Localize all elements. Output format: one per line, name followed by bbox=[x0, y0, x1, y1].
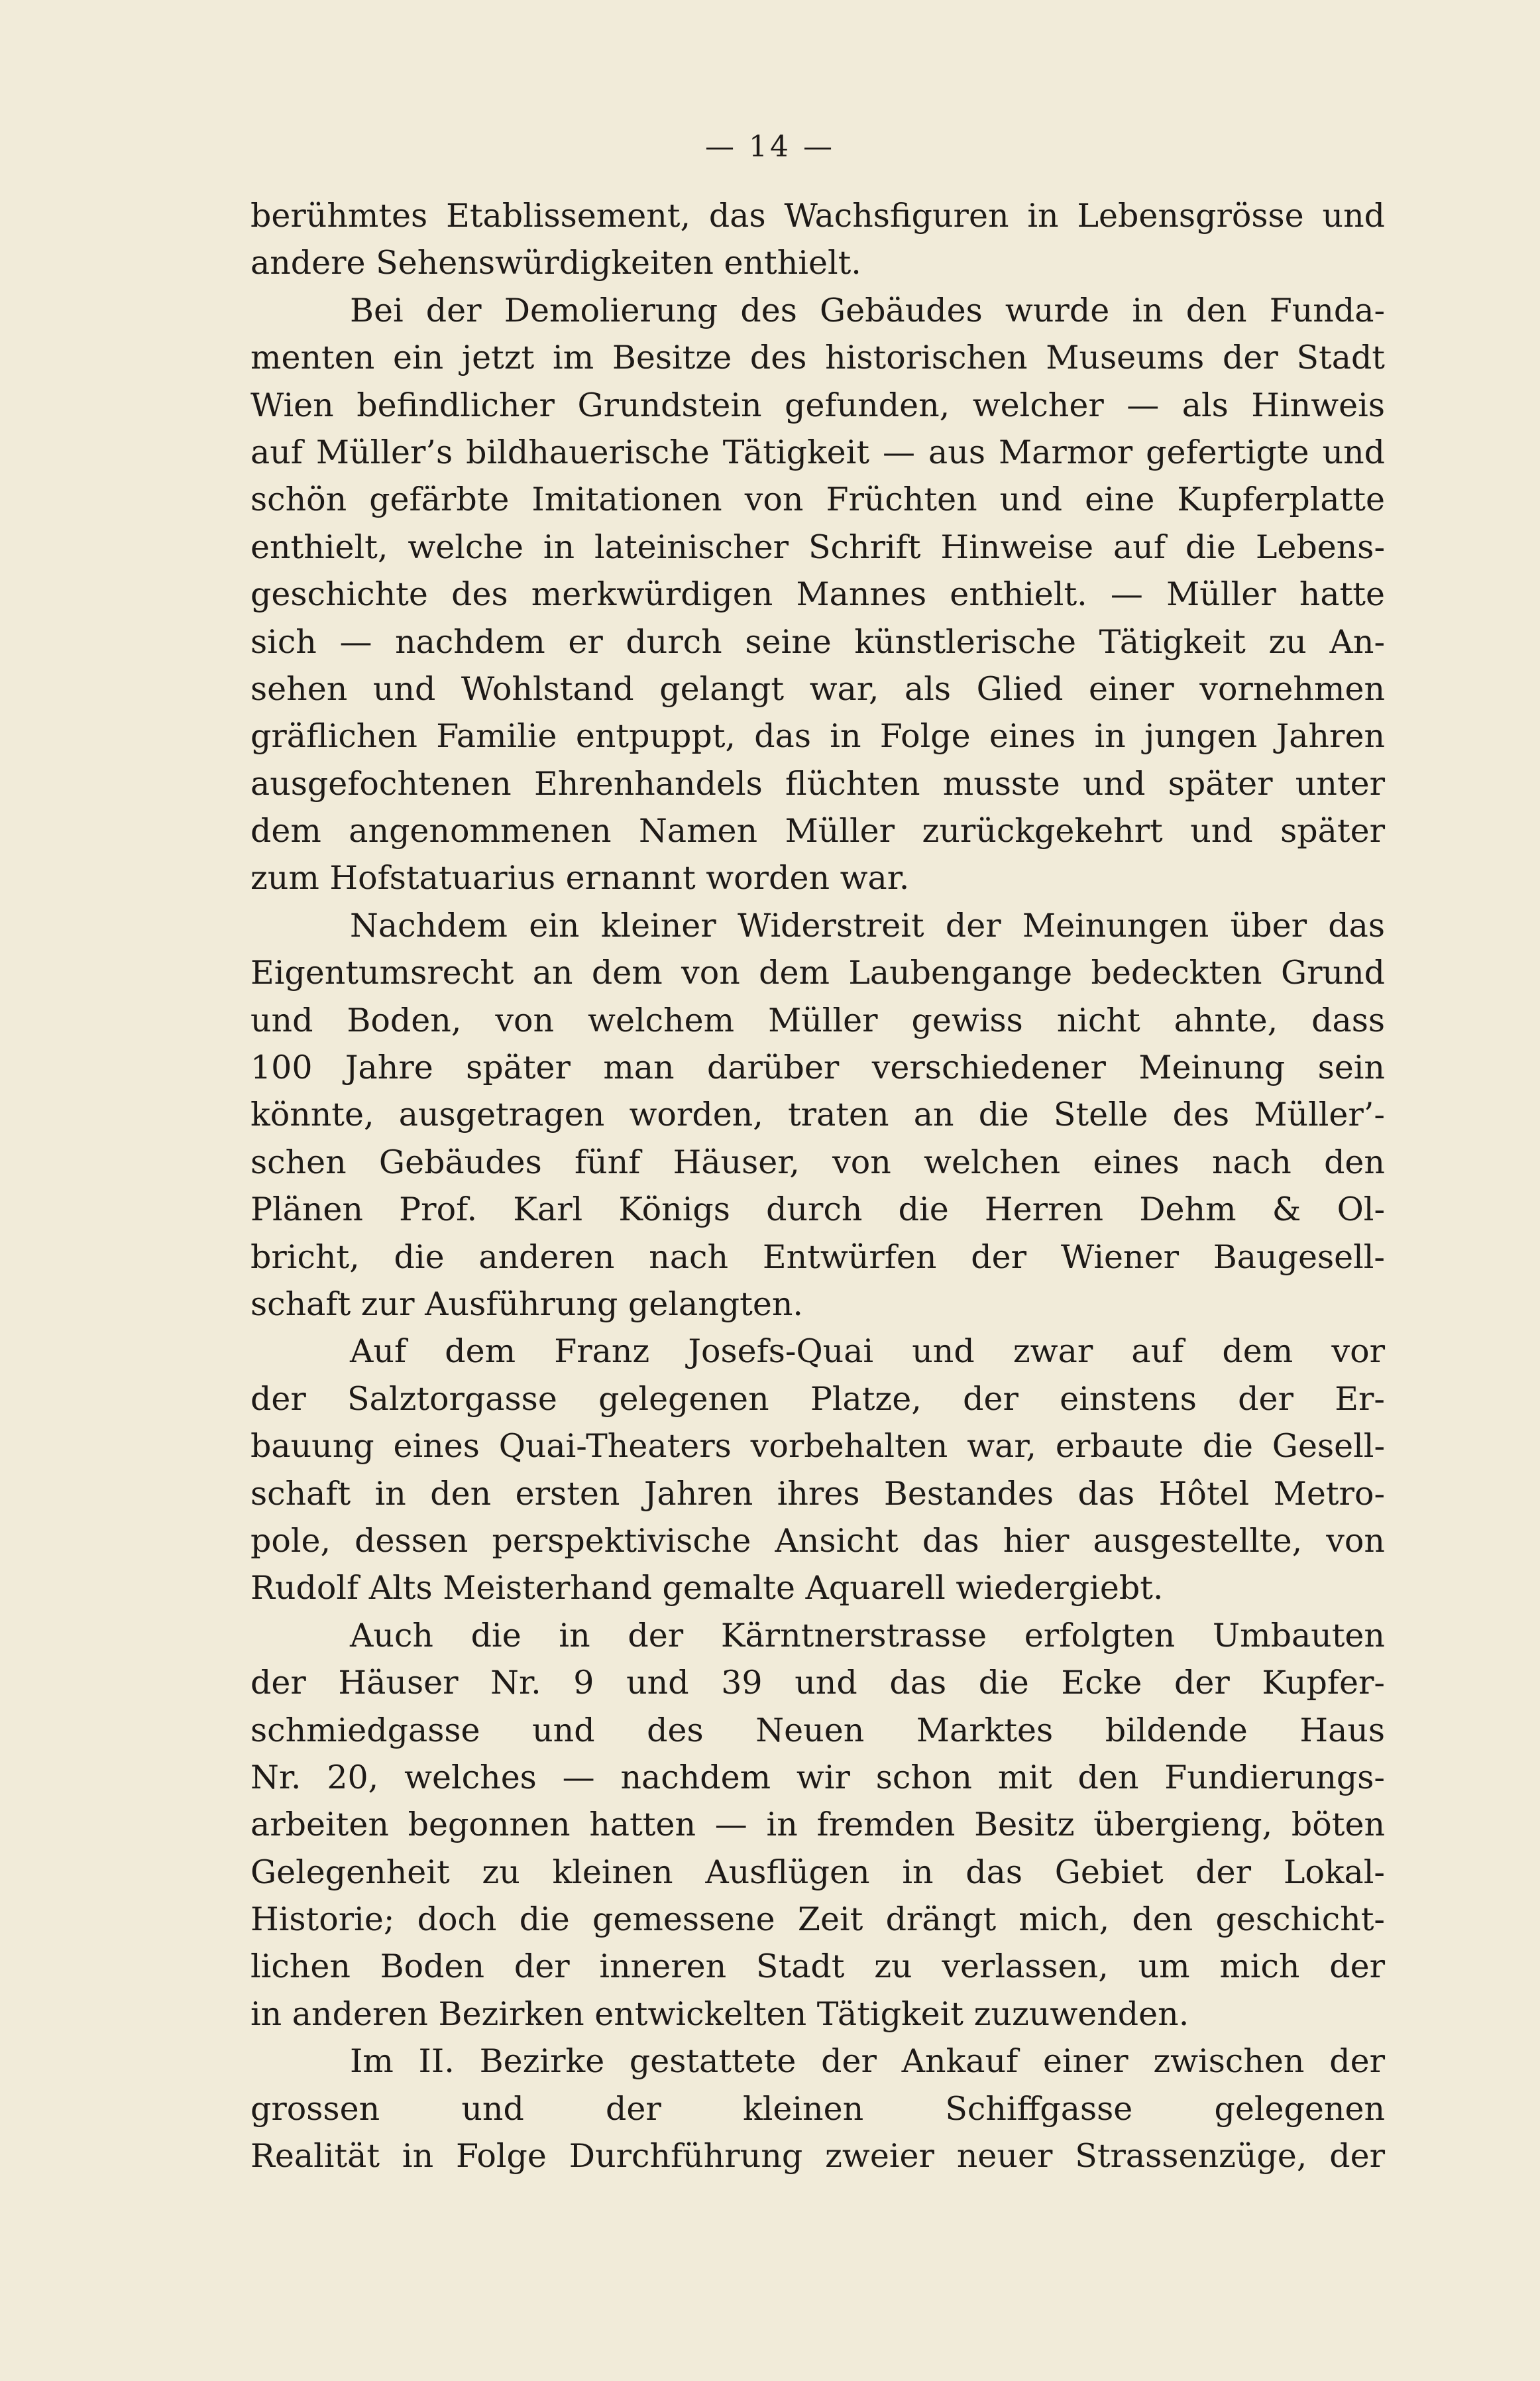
text-line: der Salztorgasse gelegenen Platze, der einstens der Er- bbox=[250, 1379, 1385, 1418]
text-line: arbeiten begonnen hatten — in fremden Besitz übergieng, böten bbox=[250, 1806, 1385, 1844]
paragraph bbox=[250, 902, 1385, 1328]
text-line: auf Müller’s bildhauerische Tätigkeit — aus Marmor gefertigte und bbox=[250, 433, 1385, 471]
text-line: sich — nachdem er durch seine künstlerische Tätigkeit zu An- bbox=[250, 622, 1385, 661]
text-line: berühmtes Etablissement, das Wachsfiguren in Lebensgrösse und bbox=[250, 197, 1385, 235]
text-line: Rudolf Alts Meisterhand gemalte Aquarell wiedergiebt. bbox=[250, 1569, 1164, 1607]
text-line: Bei der Demolierung des Gebäudes wurde in den Funda- bbox=[350, 291, 1385, 329]
text-line: Plänen Prof. Karl Königs durch die Herren Dehm & Ol- bbox=[250, 1190, 1385, 1229]
text-line: Auf dem Franz Josefs-Quai und zwar auf dem vor bbox=[350, 1332, 1385, 1371]
text-line: könnte, ausgetragen worden, traten an die Stelle des Müller’- bbox=[250, 1096, 1385, 1134]
text-line: Realität in Folge Durchführung zweier neuer Strassenzüge, der bbox=[250, 2137, 1385, 2176]
text-line: bauung eines Quai-Theaters vorbehalten war, erbaute die Gesell- bbox=[250, 1427, 1385, 1466]
text-line: grossen und der kleinen Schiffgasse gelegenen bbox=[250, 2089, 1385, 2128]
body-text bbox=[250, 192, 1385, 2179]
paragraph bbox=[250, 192, 1385, 287]
text-line: schaft in den ersten Jahren ihres Bestandes das Hôtel Metro- bbox=[250, 1474, 1385, 1513]
text-line: gräflichen Familie entpuppt, das in Folge eines in jungen Jahren bbox=[250, 717, 1385, 756]
paragraph bbox=[250, 1612, 1385, 2038]
text-line: schmiedgasse und des Neuen Marktes bildende Haus bbox=[250, 1711, 1385, 1749]
text-line: zum Hofstatuarius ernannt worden war. bbox=[250, 859, 910, 898]
text-line: schön gefärbte Imitationen von Früchten und eine Kupferplatte bbox=[250, 481, 1385, 519]
text-line: Historie; doch die gemessene Zeit drängt mich, den geschicht- bbox=[250, 1900, 1385, 1939]
text-line: geschichte des merkwürdigen Mannes enthielt. — Müller hatte bbox=[250, 575, 1385, 614]
text-line: Im II. Bezirke gestattete der Ankauf einer zwischen der bbox=[350, 2042, 1385, 2081]
text-line: Gelegenheit zu kleinen Ausflügen in das Gebiet der Lokal- bbox=[250, 1853, 1385, 1891]
text-line: andere Sehenswürdigkeiten enthielt. bbox=[250, 244, 861, 282]
text-line: der Häuser Nr. 9 und 39 und das die Ecke der Kupfer- bbox=[250, 1664, 1385, 1702]
text-line: Wien befindlicher Grundstein gefunden, welcher — als Hinweis bbox=[250, 386, 1385, 424]
text-line: pole, dessen perspektivische Ansicht das hier ausgestellte, von bbox=[250, 1521, 1385, 1560]
text-line: Nachdem ein kleiner Widerstreit der Meinungen über das bbox=[350, 906, 1385, 945]
text-line: 100 Jahre später man darüber verschiedener Meinung sein bbox=[250, 1049, 1385, 1087]
page-number: — 14 — bbox=[705, 130, 835, 164]
text-line: bricht, die anderen nach Entwürfen der Wiener Baugesell- bbox=[250, 1238, 1385, 1276]
text-line: sehen und Wohlstand gelangt war, als Glied einer vornehmen bbox=[250, 669, 1385, 708]
text-line: lichen Boden der inneren Stadt zu verlassen, um mich der bbox=[250, 1947, 1385, 1986]
paragraph bbox=[250, 287, 1385, 902]
text-line: ausgefochtenen Ehrenhandels flüchten musste und später unter bbox=[250, 764, 1385, 803]
paragraph bbox=[250, 2038, 1385, 2179]
text-line: Eigentumsrecht an dem von dem Laubengange bedeckten Grund bbox=[250, 954, 1385, 992]
text-line: schaft zur Ausführung gelangten. bbox=[250, 1285, 803, 1323]
text-line: in anderen Bezirken entwickelten Tätigkeit zuzuwenden. bbox=[250, 1995, 1189, 2033]
text-line: dem angenommenen Namen Müller zurückgekehrt und später bbox=[250, 812, 1385, 850]
text-line: enthielt, welche in lateinischer Schrift Hinweise auf die Lebens- bbox=[250, 528, 1385, 566]
text-line: Nr. 20, welches — nachdem wir schon mit den Fundierungs- bbox=[250, 1758, 1385, 1796]
paragraph bbox=[250, 1328, 1385, 1611]
text-line: schen Gebäudes fünf Häuser, von welchen eines nach den bbox=[250, 1143, 1385, 1181]
text-line: Auch die in der Kärntnerstrasse erfolgten Umbauten bbox=[350, 1616, 1385, 1655]
text-line: menten ein jetzt im Besitze des historischen Museums der Stadt bbox=[250, 339, 1385, 377]
text-line: und Boden, von welchem Müller gewiss nicht ahnte, dass bbox=[250, 1001, 1385, 1039]
